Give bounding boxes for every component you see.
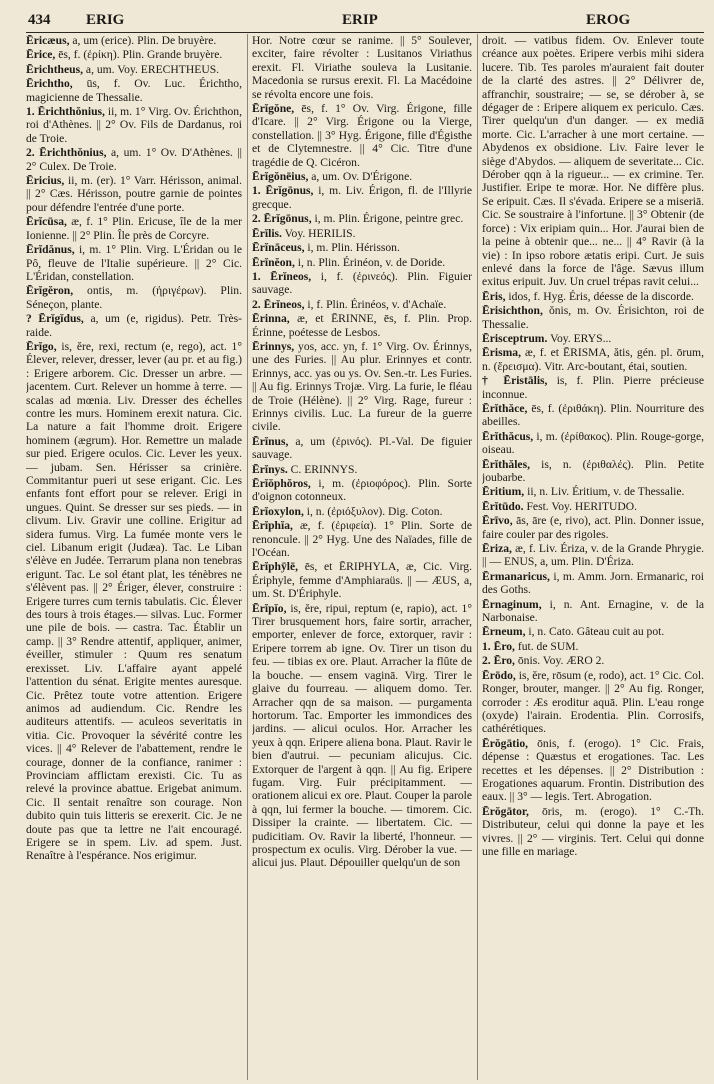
entry-definition: is, ĕre, rōsum (e, rodo), act. 1° Cic. Col. Ronger, brouter, manger. || 2° Au fig. Ronger, corroder : Æs eroditur aquā. Plin. L'eau ronge (oxyde) l'airain. Erodentia. Plin. Corrosifs, cathérétiques. (482, 668, 704, 736)
entry-headword: 1. Ēro, (482, 639, 515, 653)
column-left (26, 34, 242, 1080)
dictionary-entry (482, 654, 704, 667)
dictionary-entry (252, 256, 472, 269)
dictionary-entry (482, 640, 704, 653)
entry-definition: i, m. (ἐρίθακος). Plin. Rouge-gorge, oiseau. (482, 429, 704, 457)
entry-definition: i, m. Plin. Érigone, peintre grec. (314, 212, 464, 226)
dictionary-entry (26, 48, 242, 61)
dictionary-entry (252, 463, 472, 476)
entry-headword: 2. Ērĭgōnus, (252, 212, 312, 226)
entry-definition: ii, m. 1° Virg. Ov. Érichthon, roi d'Athènes. || 2° Ov. Fils de Dardanus, roi de Troie. (26, 105, 242, 145)
dictionary-entry (482, 542, 704, 569)
entry-headword: 2. Ērichthŏnius, (26, 146, 107, 160)
entry-headword: Ērĭnĕon, (252, 255, 295, 269)
entry-definition: i, m. Liv. Érigon, fl. de l'Illyrie grecque. (252, 184, 472, 211)
dictionary-entry (482, 485, 704, 498)
dictionary-entry (252, 270, 472, 297)
entry-headword: Ērnaginum, (482, 597, 542, 611)
entry-headword: Ērmanaricus, (482, 569, 550, 583)
entry-definition: i, n. Cato. Gâteau cuit au pot. (528, 625, 665, 639)
entry-definition: is, f. Plin. Pierre précieuse inconnue. (482, 374, 704, 401)
entry-headword: Ērichtheus, (26, 62, 84, 76)
entry-definition: a, um. 1° Ov. D'Athènes. || 2° Culex. De Troie. (26, 146, 242, 173)
dictionary-entry (482, 625, 704, 638)
entry-definition: i, n. Ant. Ernagine, v. de la Narbonaise. (482, 597, 704, 625)
dictionary-entry (26, 146, 242, 173)
entry-headword: Ērĭgŏne, (252, 102, 295, 116)
entry-definition: ās, āre (e, rivo), act. Plin. Donner issue, faire couler par des rigoles. (482, 514, 704, 541)
entry-headword: † Ēristālis, (482, 374, 548, 388)
entry-definition: i, m. 1° Plin. Virg. L'Éridan ou le Pô, fleuve de l'Italie supérieure. || 2° Cic. L'Éridan, constellation. (26, 243, 242, 283)
running-header (26, 6, 704, 33)
dictionary-entry (252, 505, 472, 518)
entry-headword: Ēriza, (482, 542, 512, 556)
entry-headword: Ēris, (482, 289, 506, 303)
entry-headword: Ērĭgo, (26, 339, 57, 353)
entry-headword: Ērisichthon, (482, 304, 543, 318)
dictionary-entry (252, 312, 472, 339)
column-center (252, 34, 472, 1080)
entry-definition: idos, f. Hyg. Éris, déesse de la discorde. (508, 289, 694, 303)
entry-headword: Ērisma, (482, 346, 521, 360)
entry-definition: Voy. ERYS... (550, 331, 612, 345)
entry-headword: Ērĭthăcus, (482, 429, 534, 443)
column-rule (477, 34, 478, 1080)
entry-definition: ontis, m. (ἠριγέρων). Plin. Séneçon, plante. (26, 284, 242, 311)
entry-definition: ēs, et ĒRIPHYLA, æ, Cic. Virg. Ériphyle, femme d'Amphiaraüs. || — ÆUS, a, um. St. D'Ériphyle. (252, 560, 472, 601)
dictionary-entry (26, 63, 242, 76)
entry-headword: Ērĭtūdo. (482, 499, 524, 513)
entry-headword: Ērĭphĭa, (252, 519, 293, 533)
entry-definition: æ, f. Liv. Ériza, v. de la Grande Phrygie. || — ENUS, a, um. Plin. D'Ériza. (482, 542, 704, 569)
dictionary-entry (26, 243, 242, 283)
dictionary-entry (482, 34, 704, 289)
dictionary-entry (26, 340, 242, 863)
entry-headword: Ērĭŏphŏros, (252, 477, 311, 490)
entry-definition: ii, m. (er). 1° Varr. Hérisson, animal. || 2° Cæs. Hérisson, poutre garnie de pointes pour défendre l'entrée d'une porte. (26, 174, 242, 214)
entry-definition: Hor. Notre cœur se ranime. || 5° Soulever, exciter, faire révolter : Lusitanos Viriathus erexit. Fl. Viriathe souleva la Lusitanie. Macedonia se rursus erexit. Fl. La Macédoine se révolta encore une fois. (252, 34, 472, 101)
dictionary-entry (482, 290, 704, 303)
entry-headword: Ērŏgātor, (482, 804, 529, 818)
entry-headword: 1. Ērĭneos, (252, 269, 312, 283)
dictionary-entry (252, 184, 472, 211)
entry-headword: Ērĭnys. (252, 462, 288, 476)
entry-definition: ii, n. Liv. Éritium, v. de Thessalie. (527, 485, 685, 499)
dictionary-entry (482, 737, 704, 804)
dictionary-entry (26, 34, 242, 47)
dictionary-entry (482, 346, 704, 373)
column-rule (247, 34, 248, 1080)
entry-headword: Ērisceptrum. (482, 331, 548, 345)
entry-definition: i, f. Plin. Érinéos, v. d'Achaïe. (307, 297, 447, 311)
dictionary-entry (26, 284, 242, 311)
entry-definition: C. ERINNYS. (290, 462, 358, 476)
entry-definition: i, f. (ἐρινεός). Plin. Figuier sauvage. (252, 269, 472, 297)
dictionary-entry (482, 304, 704, 331)
entry-headword: Ērĭoxylon, (252, 504, 304, 518)
entry-headword: Ērinna, (252, 312, 290, 326)
dictionary-entry (26, 312, 242, 339)
entry-definition: ōnis. Voy. ÆRO 2. (517, 654, 605, 668)
entry-definition: ūs, f. Ov. Luc. Érichtho, magicienne de Thessalie. (26, 77, 242, 104)
dictionary-entry (482, 430, 704, 457)
entry-headword: Ēritium, (482, 485, 525, 499)
dictionary-entry (252, 170, 472, 183)
dictionary-entry (482, 402, 704, 429)
dictionary-entry (252, 102, 472, 169)
entry-definition: is, n. (ἐριθαλές). Plin. Petite joubarbe. (482, 457, 704, 484)
entry-headword: Ēricius, (26, 174, 65, 188)
guide-word-center: ERIP (342, 12, 378, 28)
entry-definition: Fest. Voy. HERITUDO. (526, 499, 638, 513)
dictionary-entry (252, 477, 472, 504)
entry-headword: Ērneum, (482, 625, 526, 639)
entry-definition: a, um (ἐρινός). Pl.-Val. De figuier sauvage. (252, 434, 472, 462)
entry-headword: Ērĭcūsa, (26, 215, 67, 229)
entry-headword: ? Ērĭgĭdus, (26, 312, 84, 326)
entry-headword: Ēricæus, (26, 34, 70, 47)
entry-definition: is, ĕre, rexi, rectum (e, rego), act. 1° Élever, relever, dresser, lever (au pr. et au fig.) : Erigere arborem. Cic. Dresser un arbre. — jacentem. Curt. Relever un homme à terre. — scalas ad mœnia. Liv. Dresser des échelles contre les murs. Hominem erexit natura. Cic. La nature a fait l'homme droit. Erigere hominem (ægrum). Hor. Remettre un malade sur pied. Erigere oculos. Cic. Lever les yeux. — jubam. Sen. Hérisser sa crinière. Commitantur pueri ut sese erigant. Cic. Les enfants font effort pour se relever. Erigi in ungues. Quint. Se dresser sur ses pieds. — in clivum. Liv. Gravir une colline. Erigitur ad sidera fumus. Virg. La fumée monte vers le ciel. Libanum erigit (Judæa). Tac. Le Liban s'élève en Judée. Terrarum plana non tenebras erigunt. Tac. Le sol étant plat, les ténèbres ne s'élèvent pas. || 2° Ériger, élever, construire : Erigere turres cum ternis tabulatis. Cic. Élever des tours à trois étages.— silvas. Luc. Former une pile de bois. — castra. Tac. Établir un camp. || 3° Rendre attentif, appliquer, animer, éveiller, stimuler : Quum res senatum erexisset. Liv. L'affaire ayant appelé l'attention du sénat. Erigite mentes auresque. Cic. Prêtez toute votre attention. Erigere animos ad audiendum. Cic. Rendre les auditeurs attentifs. — aculeos severitatis in vitia. Cic. Provoquer la sévérité contre les vices. || 4° Relever de l'abattement, rendre le courage, donner de la confiance, ranimer : Provinciam afflictam erexisti. Cic. Tu as relevé la province abattue. Erigebat animum. Cic. Il sentait renaître son courage. Non dubito quin tuis litteris se erexerit. Cic. Je ne doute pas que ta lettre ne l'ait encouragé. Erigere se in spem. Liv. ad spem. Just. Renaître à l'espérance. Nos erigimur. (26, 339, 242, 863)
dictionary-entry (252, 298, 472, 311)
entry-headword: Ērichtho, (26, 77, 73, 91)
dictionary-entry (26, 174, 242, 214)
entry-headword: Ērŏgātio, (482, 736, 529, 750)
dictionary-entry (252, 340, 472, 434)
dictionary-entry (252, 212, 472, 225)
page-number: 434 (28, 12, 51, 28)
entry-definition: fut. de SUM. (517, 639, 579, 653)
dictionary-entry (482, 514, 704, 541)
dictionary-entry (252, 227, 472, 240)
entry-definition: droit. — vatibus fidem. Ov. Enlever toute créance aux poètes. Eripere verbis mihi sidera lucere. Tib. Tes paroles m'auraient fait douter de la clarté des astres. || 2° Délivrer de, affranchir, soustraire; — se, se dérober à, se dégager de : Eripere aliquem ex periculo. Cæs. Tirer quelqu'un d'un danger. — ex mediā morte. Cic. L'arracher à une mort certaine. — Abydenos ex obsidione. Liv. Faire lever le siège d'Abydos. — aliquem de severitate... Cic. Dérober qqn à la rigueur... — ex crimine. Ter. Justifier. Eripe te moræ. Hor. Ne diffère plus. Se eripuit. Cæs. Il s'évada. Eripere se a miseriā. Cic. Se soustraire à l'infortune. || 3° Obtenir (de force) : Vix eripiam quin... Hor. J'aurai bien de la peine à obtenir que... ne... || 4° Ravir (à la vie) : In ipso robore ætatis eripi. Curt. Je suis enlevé dans la force de l'âge. Sævus illum exitus eripuit. Juv. Un cruel trépas ravit celui... (482, 34, 704, 289)
entry-headword: Ērinnys, (252, 339, 295, 353)
entry-definition: ēs, f. (ἐριθάκη). Plin. Nourriture des abeilles. (482, 401, 704, 429)
dictionary-entry (482, 500, 704, 513)
dictionary-entry (482, 669, 704, 736)
columns (26, 34, 704, 1080)
entry-headword: Ērice, (26, 48, 56, 62)
guide-word-right: EROG (586, 12, 631, 28)
dictionary-entry (252, 519, 472, 559)
guide-word-left: ERIG (86, 12, 125, 28)
entry-definition: i, n. (ἐριόξυλον). Dig. Coton. (306, 504, 443, 518)
dictionary-entry (26, 105, 242, 145)
entry-definition: i, m. Amm. Jorn. Ermanaric, roi des Goths. (482, 569, 704, 597)
entry-headword: Ērĭpĭo, (252, 601, 287, 615)
entry-headword: Ērĭphȳlē, (252, 560, 299, 574)
entry-definition: a, um. Ov. D'Érigone. (311, 170, 413, 184)
dictionary-entry (26, 215, 242, 242)
entry-definition: æ, f. (ἐριφεία). 1° Plin. Sorte de renoncule. || 2° Hyg. Une des Naïades, fille de l'Océan. (252, 519, 472, 560)
entry-definition: i, m. (ἐριοφόρος). Plin. Sorte d'oignon cotonneux. (252, 477, 472, 504)
dictionary-entry (482, 805, 704, 859)
dictionary-entry (482, 332, 704, 345)
dictionary-entry (482, 598, 704, 625)
entry-definition: a, um. Voy. ERECHTHEUS. (85, 62, 220, 76)
entry-definition: a, um (erice). Plin. De bruyère. (72, 34, 217, 47)
entry-definition: æ, f. 1° Plin. Ericuse, île de la mer Ionienne. || 2° Plin. Île près de Corcyre. (26, 215, 242, 242)
entry-definition: yos, acc. yn, f. 1° Virg. Ov. Érinnys, une des Furies. || Au plur. Erinnyes et contr. Erinnys, acc. yas ou ys. Ov. Sen.-tr. Les Furies. || Au fig. Erinnys Trojæ. Virg. La furie, le fléau de Troie (Hélène). || 2° Virg. Rage, fureur : Erinnys civilis. Luc. La fureur de la guerre civile. (252, 339, 472, 434)
entry-headword: Ērĭlis. (252, 226, 282, 240)
entry-headword: 2. Ērĭneos, (252, 297, 305, 311)
entry-definition: æ, f. et ĒRISMA, ătis, gén. pl. ōrum, n. (ἔρεισμα). Vitr. Arc-boutant, étai, soutien. (482, 346, 704, 373)
entry-definition: ōnis, f. (erogo). 1° Cic. Frais, dépense : Quæstus et erogationes. Tac. Les recettes et les dépenses. || 2° Distribution : Erogationes aquarum. Frontin. Distribution des eaux. || 3° — legis. Tert. Abrogation. (482, 736, 704, 804)
dictionary-entry (482, 570, 704, 597)
entry-headword: 1. Ērĭgōnus, (252, 184, 314, 198)
dictionary-entry (252, 560, 472, 600)
dictionary-entry (252, 34, 472, 101)
entry-headword: Ērĭthăce, (482, 401, 528, 415)
entry-headword: Ērĭgĕron, (26, 284, 74, 298)
entry-headword: 1. Ērichthŏnius, (26, 105, 105, 119)
entry-definition: Voy. HERILIS. (284, 226, 356, 240)
entry-headword: Ērĭdănus, (26, 243, 75, 257)
dictionary-entry (482, 458, 704, 485)
dictionary-entry (482, 374, 704, 401)
entry-definition: æ, et ĒRINNE, ēs, f. Plin. Prop. Érinne, poétesse de Lesbos. (252, 312, 472, 339)
entry-headword: Ērĭthăles, (482, 457, 530, 471)
entry-definition: ōris, m. (erogo). 1° C.-Th. Distributeur, celui qui donne la paye et les vivres. || 2° — virginis. Tert. Celui qui donne une fille en mariage. (482, 804, 704, 858)
entry-headword: Ērĭnus, (252, 434, 289, 448)
entry-definition: i, n. Plin. Érinéon, v. de Doride. (297, 255, 446, 269)
entry-definition: ŏnis, m. Ov. Érisichton, roi de Thessalie. (482, 304, 704, 331)
dictionary-entry (26, 77, 242, 104)
entry-headword: Ērīvo, (482, 514, 513, 528)
column-right (482, 34, 704, 1080)
entry-definition: a, um (e, rigidus). Petr. Très-raide. (26, 312, 242, 339)
entry-definition: ēs, f. (ἐρίκη). Plin. Grande bruyère. (58, 48, 223, 62)
dictionary-entry (252, 241, 472, 254)
dictionary-entry (252, 435, 472, 462)
entry-definition: ēs, f. 1° Ov. Virg. Érigone, fille d'Icare. || 2° Virg. Érigone ou la Vierge, constellation. || 3° Hyg. Érigone, fille d'Égisthe et de Clytemnestre. || 4° Cic. Titre d'une tragédie de Q. Cicéron. (252, 102, 472, 169)
entry-headword: Ērĭnāceus, (252, 241, 305, 255)
dictionary-entry (252, 602, 472, 870)
entry-headword: Ērĭgŏnēius, (252, 170, 309, 184)
entry-headword: 2. Ēro, (482, 654, 515, 668)
entry-definition: i, m. Plin. Hérisson. (307, 241, 400, 255)
entry-headword: Ērōdo, (482, 668, 516, 682)
entry-definition: is, ĕre, ripui, reptum (e, rapio), act. 1° Tirer brusquement hors, faire sortir, arracher, emporter, enlever de force, extorquer, ravir : Eripere torrem ab igne. Ov. Tirer un tison du feu. — tibias ex ore. Plaut. Arracher la flûte de la bouche. — ensem vaginā. Virg. Tirer le glaive du fourreau. — aliquem domo. Ter. Arracher qqn de sa maison. — purgamenta hortorum. Tac. Emporter les immondices des jardins. — alicui oculos. Hor. Arracher les yeux à qqn. Eripere aliena bona. Plaut. Ravir le bien d'autrui. — pecuniam alicujus. Cic. Extorquer de l'argent à qqn. || Au fig. Eripere fugam. Virg. Fuir précipitamment. — orationem alicui ex ore. Plaut. Couper la parole à qqn, lui fermer la bouche. — timorem. Cic. Dissiper la crainte. — libertatem. Cic. — pudicitiam. Ov. Ravir la liberté, l'honneur. — prospectum ex oculis. Virg. Dérober la vue. — alicui jus. Plaut. Dépouiller quelqu'un de son (252, 601, 472, 870)
